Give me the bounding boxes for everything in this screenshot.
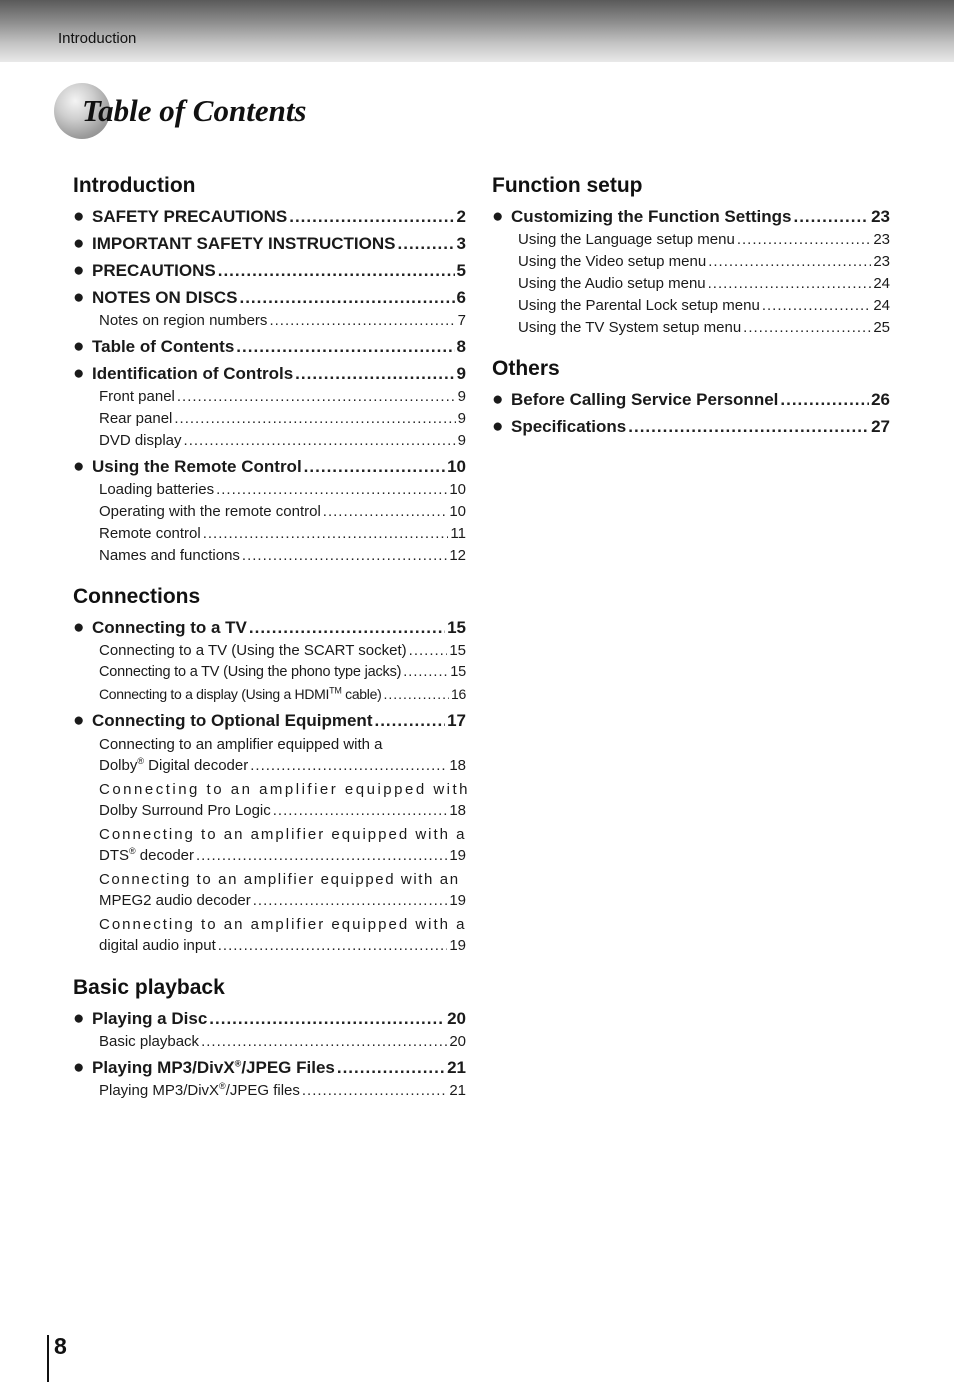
leader-dots — [236, 337, 454, 357]
section-heading: Others — [492, 357, 560, 380]
entry-page: 10 — [447, 457, 466, 476]
toc-subentry[interactable] — [99, 524, 466, 543]
subentry-text-suffix: Digital decoder — [144, 757, 249, 774]
subentry-page: 19 — [449, 847, 466, 864]
subentry-page: 11 — [450, 525, 466, 542]
leader-dots — [403, 663, 448, 682]
subentry-page: 15 — [450, 664, 466, 680]
entry-label-text: Playing MP3/DivX — [92, 1058, 235, 1077]
toc-subentry[interactable] — [99, 914, 466, 956]
toc-section-connections — [73, 583, 471, 956]
subentry-label: Using the Video setup menu — [518, 253, 707, 270]
section-heading: Basic playback — [73, 976, 225, 999]
bullet-icon: ● — [73, 710, 85, 731]
entry-label: Using the Remote Control — [92, 457, 302, 476]
subentry-label: MPEG2 audio decoder — [99, 892, 251, 909]
toc-subentry[interactable] — [99, 1081, 466, 1100]
subentry-label-text: Connecting to a display (Using a HDMI — [99, 686, 330, 702]
leader-dots — [177, 387, 456, 406]
leader-dots — [409, 641, 448, 660]
toc-section-introduction — [73, 172, 466, 565]
section-heading: Introduction — [73, 174, 196, 197]
subentry-page: 10 — [449, 503, 466, 520]
leader-dots — [708, 252, 871, 271]
toc-entry[interactable] — [73, 618, 466, 638]
leader-dots — [793, 207, 869, 227]
entry-label: Table of Contents — [92, 337, 235, 356]
subentry-page: 24 — [873, 275, 890, 292]
subentry-page: 7 — [457, 312, 466, 329]
subentry-label: Connecting to a TV (Using the phono type jacks) — [99, 664, 402, 680]
entry-page: 8 — [456, 337, 466, 356]
subentry-label — [99, 845, 194, 866]
header-band — [0, 0, 954, 62]
toc-subentry[interactable] — [99, 824, 466, 866]
registered-mark: ® — [219, 1081, 226, 1091]
page-title-text: Table of Contents — [82, 93, 307, 128]
leader-dots — [374, 711, 445, 731]
toc-subentry[interactable] — [99, 431, 466, 450]
toc-entry[interactable] — [73, 337, 466, 357]
entry-page: 2 — [456, 207, 466, 226]
leader-dots — [203, 524, 449, 543]
entry-label: Identification of Controls — [92, 364, 294, 383]
section-heading: Connections — [73, 585, 201, 608]
leader-dots — [302, 1081, 447, 1100]
subentry-label — [99, 755, 248, 776]
leader-dots — [780, 390, 869, 410]
toc-entry[interactable] — [73, 1009, 466, 1029]
leader-dots — [273, 800, 448, 821]
subentry-label-line1: Connecting to an amplifier equipped with an — [99, 871, 460, 888]
bullet-icon: ● — [73, 233, 85, 254]
entry-page: 15 — [447, 618, 466, 637]
leader-dots — [398, 234, 455, 254]
subentry-label: Remote control — [99, 525, 201, 542]
leader-dots — [289, 207, 454, 227]
registered-mark: ® — [129, 846, 136, 856]
toc-entry[interactable] — [73, 364, 466, 384]
subentry-page: 9 — [457, 388, 466, 405]
bullet-icon: ● — [73, 456, 85, 477]
bullet-icon: ● — [73, 206, 85, 227]
bullet-icon: ● — [73, 336, 85, 357]
subentry-page: 23 — [873, 231, 890, 248]
entry-page: 3 — [456, 234, 466, 253]
leader-dots — [269, 311, 455, 330]
leader-dots — [218, 935, 448, 956]
entry-page: 6 — [456, 288, 466, 307]
subentry-label: Using the Language setup menu — [518, 231, 735, 248]
subentry-label-line2 — [99, 935, 466, 956]
subentry-label-line2 — [99, 755, 466, 776]
subentry-page: 12 — [449, 547, 466, 564]
toc-entry[interactable] — [73, 288, 466, 308]
subentry-label-suffix: /JPEG files — [225, 1082, 300, 1099]
bullet-icon: ● — [73, 617, 85, 638]
toc-subentry[interactable] — [99, 387, 466, 406]
subentry-text: DTS — [99, 847, 129, 864]
toc-subentry[interactable] — [99, 685, 466, 704]
subentry-label: Loading batteries — [99, 481, 215, 498]
toc-subentry[interactable] — [518, 296, 890, 315]
leader-dots — [337, 1058, 445, 1078]
bullet-icon: ● — [73, 1057, 85, 1078]
subentry-label-line2 — [99, 800, 466, 821]
subentry-page: 10 — [449, 481, 466, 498]
leader-dots — [184, 431, 456, 450]
toc-entry[interactable] — [73, 711, 466, 731]
entry-page: 26 — [871, 390, 890, 409]
subentry-label-line2 — [99, 890, 466, 911]
bullet-icon: ● — [492, 416, 504, 437]
subentry-page: 19 — [449, 892, 466, 909]
toc-subentry[interactable] — [518, 230, 890, 249]
entry-label: PRECAUTIONS — [92, 261, 216, 280]
toc-subentry[interactable] — [99, 409, 466, 428]
subentry-label: Front panel — [99, 388, 175, 405]
subentry-page: 18 — [449, 802, 466, 819]
subentry-label: Dolby Surround Pro Logic — [99, 802, 271, 819]
toc-subentry[interactable] — [99, 546, 466, 565]
subentry-page: 21 — [449, 1082, 466, 1099]
leader-dots — [323, 502, 448, 521]
registered-mark: ® — [137, 756, 144, 766]
subentry-label-line1: Connecting to an amplifier equipped with a — [99, 736, 383, 753]
toc-section-basic-playback — [73, 974, 466, 1100]
toc-subentry[interactable] — [99, 311, 466, 330]
toc-subentry[interactable] — [99, 779, 471, 821]
section-heading: Function setup — [492, 174, 643, 197]
leader-dots — [209, 1009, 445, 1029]
toc-section-function-setup — [492, 172, 890, 337]
subentry-label: Using the TV System setup menu — [518, 319, 742, 336]
registered-mark: ® — [234, 1058, 242, 1069]
subentry-label: Names and functions — [99, 547, 240, 564]
leader-dots — [174, 409, 455, 428]
subentry-page: 25 — [873, 319, 890, 336]
subentry-label-text: Playing MP3/DivX — [99, 1082, 220, 1099]
leader-dots — [295, 364, 454, 384]
subentry-page: 9 — [457, 432, 466, 449]
bullet-icon: ● — [492, 389, 504, 410]
entry-page: 20 — [447, 1009, 466, 1028]
entry-label: Customizing the Function Settings — [511, 207, 792, 226]
entry-page: 9 — [456, 364, 466, 383]
leader-dots — [253, 890, 448, 911]
entry-label: NOTES ON DISCS — [92, 288, 238, 307]
subentry-page: 15 — [449, 642, 466, 659]
subentry-label: DVD display — [99, 432, 182, 449]
subentry-label-line2 — [99, 845, 466, 866]
toc-entry[interactable] — [492, 390, 890, 410]
entry-label: Specifications — [511, 417, 627, 436]
toc-entry[interactable] — [492, 207, 890, 227]
subentry-page: 23 — [873, 253, 890, 270]
toc-section-others — [492, 355, 890, 437]
entry-label: IMPORTANT SAFETY INSTRUCTIONS — [92, 234, 396, 253]
entry-page: 21 — [447, 1058, 466, 1077]
subentry-page: 9 — [457, 410, 466, 427]
bullet-icon: ● — [73, 363, 85, 384]
leader-dots — [242, 546, 447, 565]
subentry-page: 19 — [449, 937, 466, 954]
toc-subentry[interactable] — [518, 252, 890, 271]
entry-page: 17 — [447, 711, 466, 730]
bullet-icon: ● — [492, 206, 504, 227]
leader-dots — [743, 318, 871, 337]
toc-subentry[interactable] — [99, 734, 466, 776]
leader-dots — [708, 274, 872, 293]
entry-page: 23 — [871, 207, 890, 226]
leader-dots — [250, 755, 447, 776]
subentry-label-line1: Connecting to an amplifier equipped with a — [99, 916, 467, 933]
entry-label — [92, 1058, 335, 1078]
toc-subentry[interactable] — [99, 502, 466, 521]
toc-subentry[interactable] — [99, 480, 466, 499]
entry-page: 27 — [871, 417, 890, 436]
subentry-page: 20 — [449, 1033, 466, 1050]
trademark-mark: TM — [329, 685, 342, 696]
subentry-label — [99, 1081, 300, 1100]
subentry-label: Basic playback — [99, 1033, 200, 1050]
leader-dots — [628, 417, 869, 437]
subentry-label: Operating with the remote control — [99, 503, 321, 520]
subentry-text-suffix: decoder — [135, 847, 195, 864]
toc-subentry[interactable] — [99, 869, 466, 911]
leader-dots — [196, 845, 447, 866]
entry-label: Connecting to Optional Equipment — [92, 711, 373, 730]
toc-entry[interactable] — [73, 1058, 466, 1078]
leader-dots — [218, 261, 455, 281]
subentry-label: Using the Audio setup menu — [518, 275, 706, 292]
entry-label-suffix: /JPEG Files — [241, 1058, 335, 1077]
leader-dots — [762, 296, 872, 315]
subentry-page: 18 — [449, 757, 466, 774]
bullet-icon: ● — [73, 260, 85, 281]
leader-dots — [737, 230, 871, 249]
leader-dots — [216, 480, 447, 499]
section-header-label: Introduction — [58, 30, 137, 47]
leader-dots — [249, 618, 445, 638]
subentry-label-suffix: cable) — [341, 686, 382, 702]
toc-entry[interactable] — [492, 417, 890, 437]
toc-entry[interactable] — [73, 457, 466, 477]
entry-label: Connecting to a TV — [92, 618, 247, 637]
entry-label: SAFETY PRECAUTIONS — [92, 207, 288, 226]
subentry-label — [99, 685, 381, 704]
toc-right-column — [492, 172, 890, 437]
toc-entry[interactable] — [73, 234, 466, 254]
toc-subentry[interactable] — [99, 663, 466, 682]
leader-dots — [383, 685, 449, 704]
toc-subentry[interactable] — [99, 1032, 466, 1051]
subentry-label: Using the Parental Lock setup menu — [518, 297, 760, 314]
bullet-icon: ● — [73, 287, 85, 308]
subentry-label: Rear panel — [99, 410, 173, 427]
subentry-label: digital audio input — [99, 937, 216, 954]
toc-entry[interactable] — [73, 261, 466, 281]
subentry-text: Dolby — [99, 757, 138, 774]
page-number-rule — [47, 1335, 49, 1382]
subentry-page: 16 — [451, 686, 466, 702]
entry-page: 5 — [456, 261, 466, 280]
toc-subentry[interactable] — [518, 274, 890, 293]
leader-dots — [304, 457, 445, 477]
bullet-icon: ● — [73, 1008, 85, 1029]
toc-subentry[interactable] — [518, 318, 890, 337]
leader-dots — [201, 1032, 447, 1051]
toc-subentry[interactable] — [99, 641, 466, 660]
entry-label: Before Calling Service Personnel — [511, 390, 779, 409]
toc-entry[interactable] — [73, 207, 466, 227]
toc-left-column — [73, 172, 471, 1100]
subentry-label: Notes on region numbers — [99, 312, 268, 329]
subentry-label-line1: Connecting to an amplifier equipped with — [99, 781, 471, 798]
subentry-label: Connecting to a TV (Using the SCART socket) — [99, 642, 407, 659]
entry-label: Playing a Disc — [92, 1009, 208, 1028]
page-number: 8 — [54, 1333, 67, 1359]
leader-dots — [239, 288, 454, 308]
subentry-page: 24 — [873, 297, 890, 314]
subentry-label-line1: Connecting to an amplifier equipped with a — [99, 826, 467, 843]
